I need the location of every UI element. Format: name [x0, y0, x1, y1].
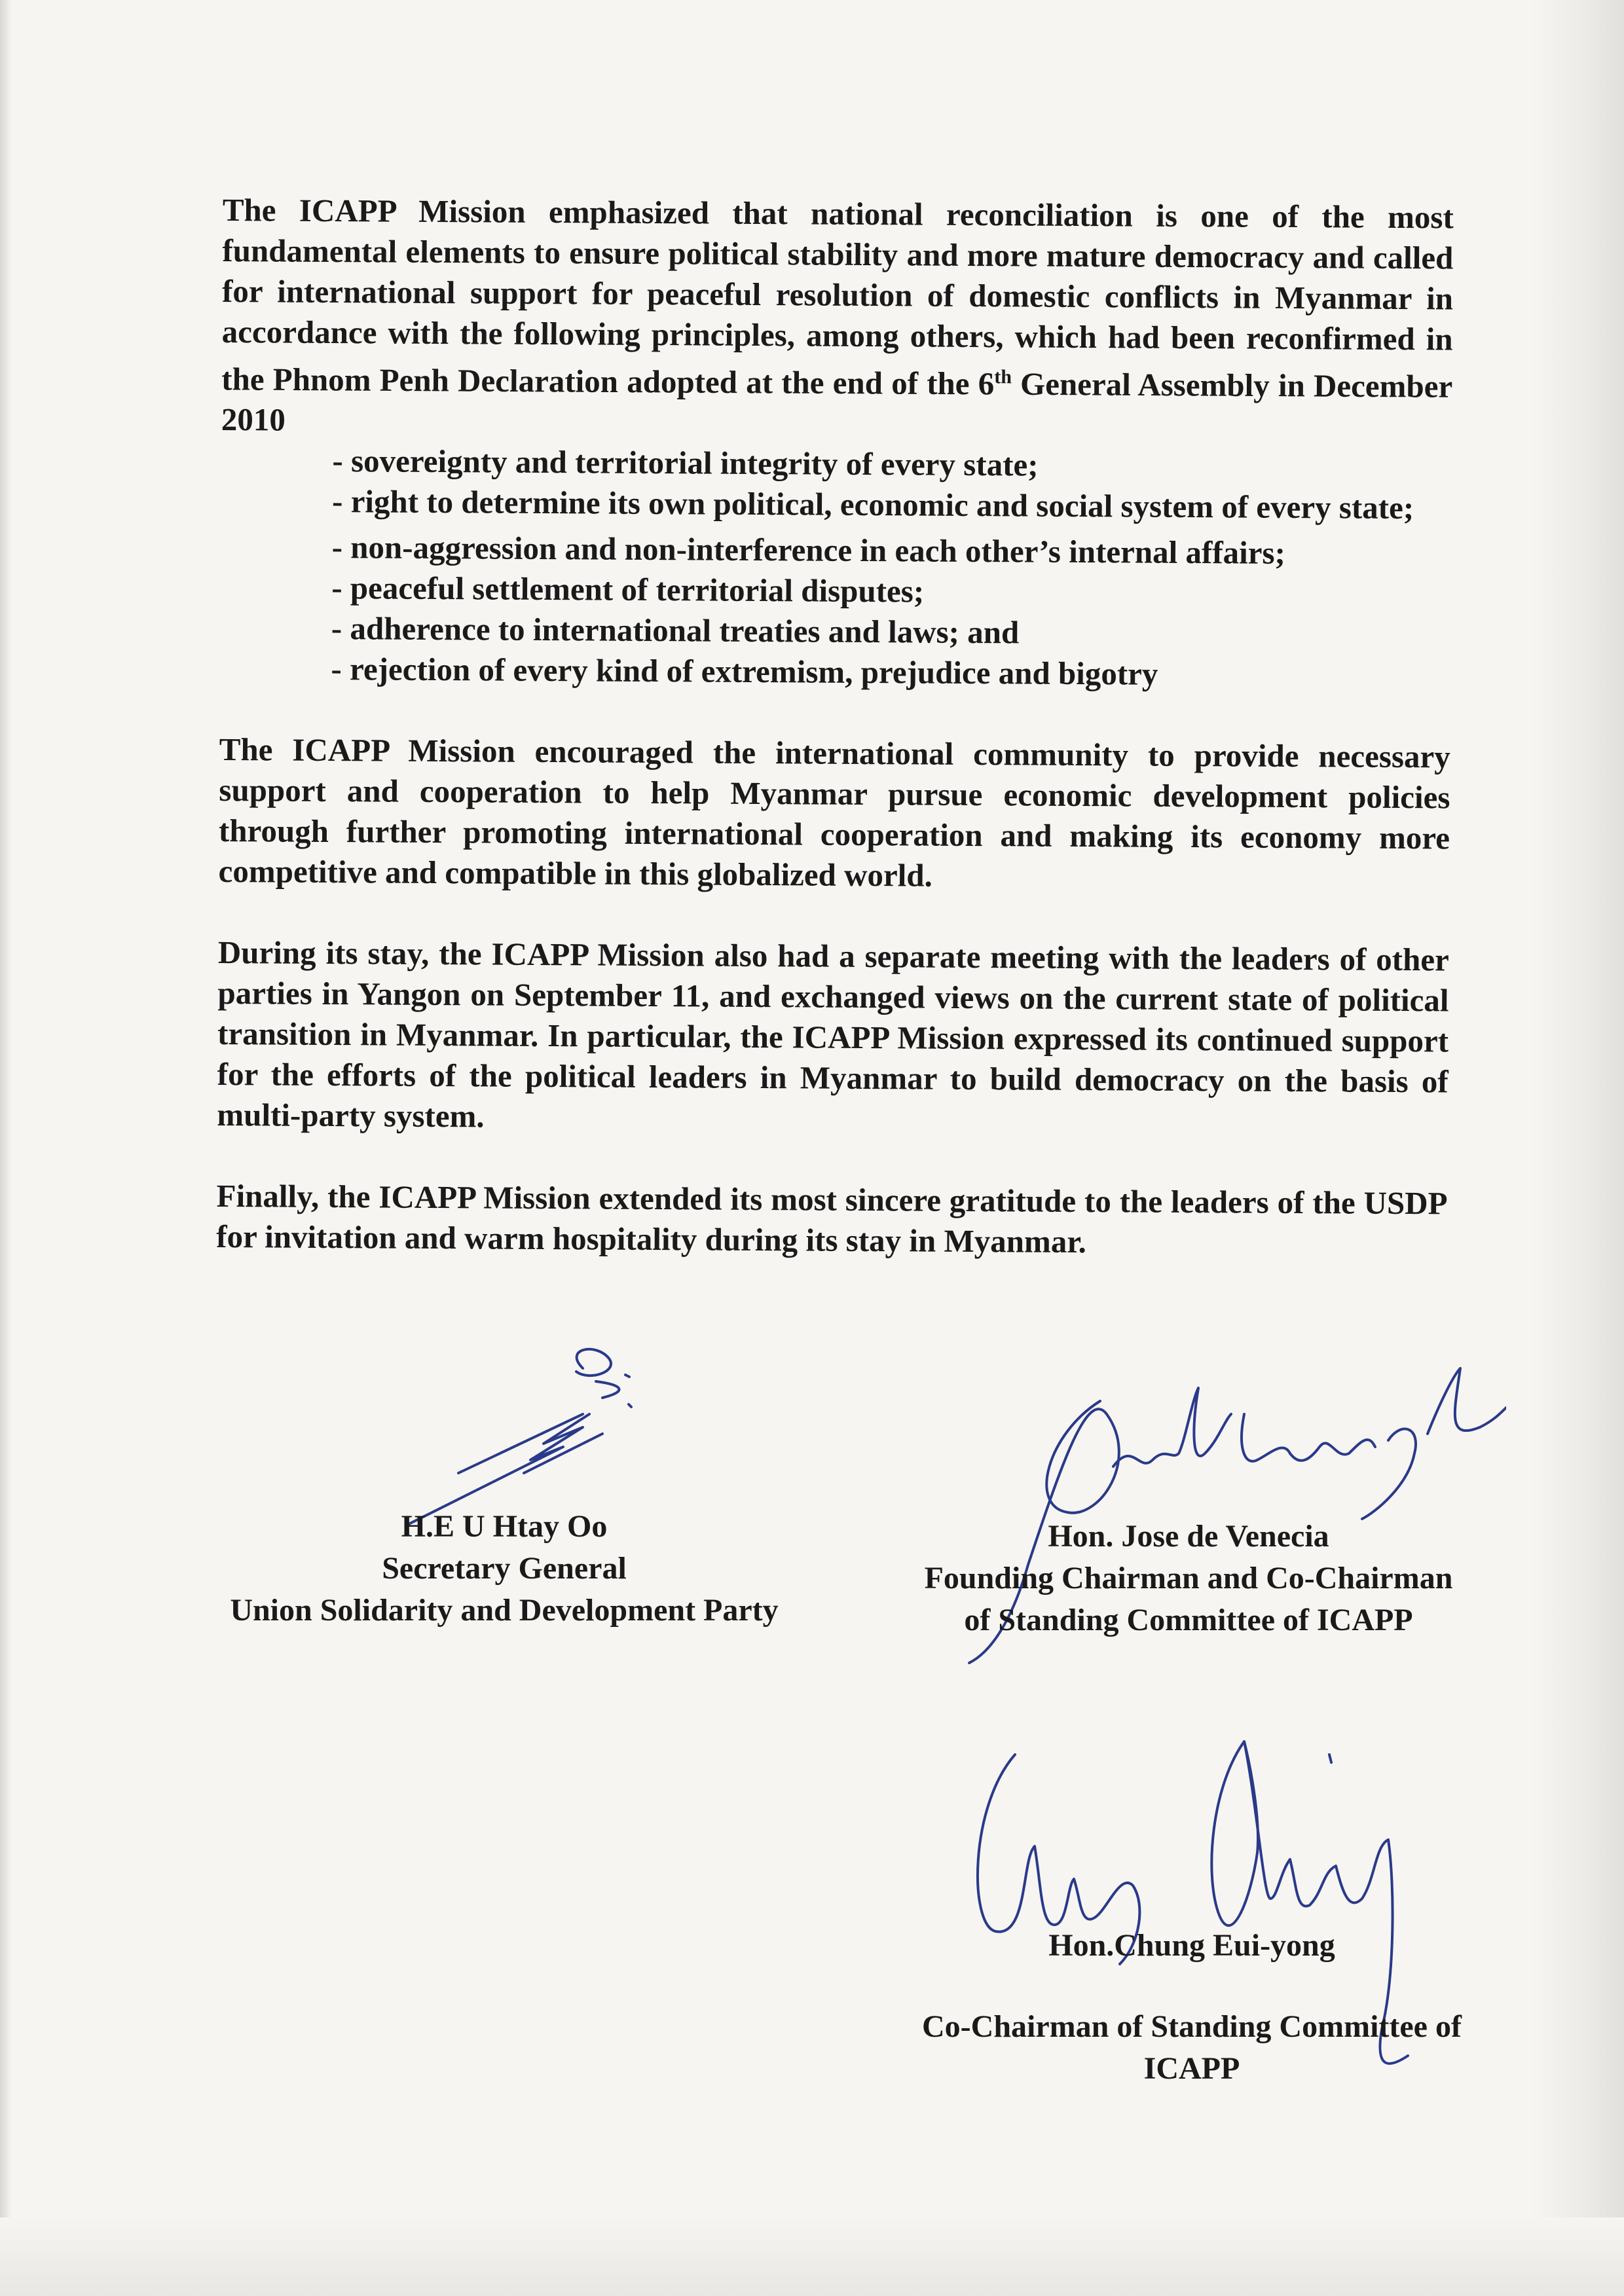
principle-item: - rejection of every kind of extremism, prejudice and bigotry — [331, 651, 1158, 693]
paragraph-1-end: General Assembly in December 2010 — [221, 365, 1453, 438]
page-edge-right — [1532, 0, 1624, 2296]
paragraph-yangon-meeting: During its stay, the ICAPP Mission also had a separate meeting with the leaders of other parties in Yangon on September 11, and exchanged views on the current state of political transition in Myanmar. In particular, the ICAPP Mission expressed its continued support for the efforts of the political leaders in Myanmar to build democracy on the basis of multi-party system. — [217, 934, 1450, 1135]
signatory-title: Founding Chairman and Co-Chairman — [924, 1561, 1453, 1595]
signatory-name: Hon. Jose de Venecia — [1048, 1519, 1329, 1554]
principle-item: - non-aggression and non-interference in each other’s internal affairs; — [331, 529, 1286, 572]
signature-htay-oo — [367, 1336, 681, 1532]
principle-item: - peaceful settlement of territorial disputes; — [331, 570, 925, 610]
signatory-title: Secretary General — [382, 1551, 627, 1586]
ordinal-suffix: th — [994, 366, 1012, 388]
paragraph-1-text: The ICAPP Mission emphasized that national reconciliation is one of the most fundamental elements to ensure political stability and more mature democracy and called for international support for peaceful resolution of domestic conflicts in Myanmar in accordance with the following principles, among others, which had been reconfirmed in the Phnom Penh Declaration adopted at the end of the — [221, 191, 1454, 402]
signatory-gap — [877, 1967, 1506, 2006]
document-body — [216, 190, 1454, 1265]
paragraph-economic-support: The ICAPP Mission encouraged the international community to provide necessary support and cooperation to help Myanmar pursue economic development policies through further promoting international cooperation and making its economy more competitive and compatible in this globalized world. — [218, 731, 1450, 894]
signatory-title-continued: of Standing Committee of ICAPP — [964, 1603, 1413, 1637]
ordinal-number: 6 — [978, 365, 995, 402]
principle-item: - sovereignty and territorial integrity of every state; — [332, 443, 1039, 483]
principle-item: - adherence to international treaties and laws; and — [331, 610, 1020, 651]
signatory-block-jose-de-venecia — [884, 1516, 1493, 1641]
signatory-title: Co-Chairman of Standing Committee of — [922, 2009, 1462, 2044]
page-edge-left — [0, 0, 12, 2296]
paragraph-principles-intro — [221, 190, 1454, 448]
paragraph-gratitude: Finally, the ICAPP Mission extended its most sincere gratitude to the leaders of the USDP for invitation and warm hospitality during its stay in Myanmar. — [216, 1178, 1448, 1260]
signatory-name: H.E U Htay Oo — [401, 1509, 608, 1544]
page-edge-bottom — [0, 2217, 1624, 2296]
signatory-name: Hon.Chung Eui-yong — [1048, 1928, 1335, 1963]
paragraph-gap — [219, 689, 1450, 737]
signatory-organization: Union Solidarity and Development Party — [230, 1593, 779, 1628]
paragraph-gap — [218, 892, 1449, 939]
signatory-block-chung-eui-yong — [877, 1925, 1506, 2090]
paragraph-gap — [217, 1135, 1448, 1183]
principle-item: - right to determine its own political, economic and social system of every state; — [331, 483, 1414, 526]
principles-list — [219, 440, 1452, 696]
signatory-title-continued: ICAPP — [1143, 2051, 1240, 2086]
signatory-block-htay-oo — [190, 1506, 819, 1631]
